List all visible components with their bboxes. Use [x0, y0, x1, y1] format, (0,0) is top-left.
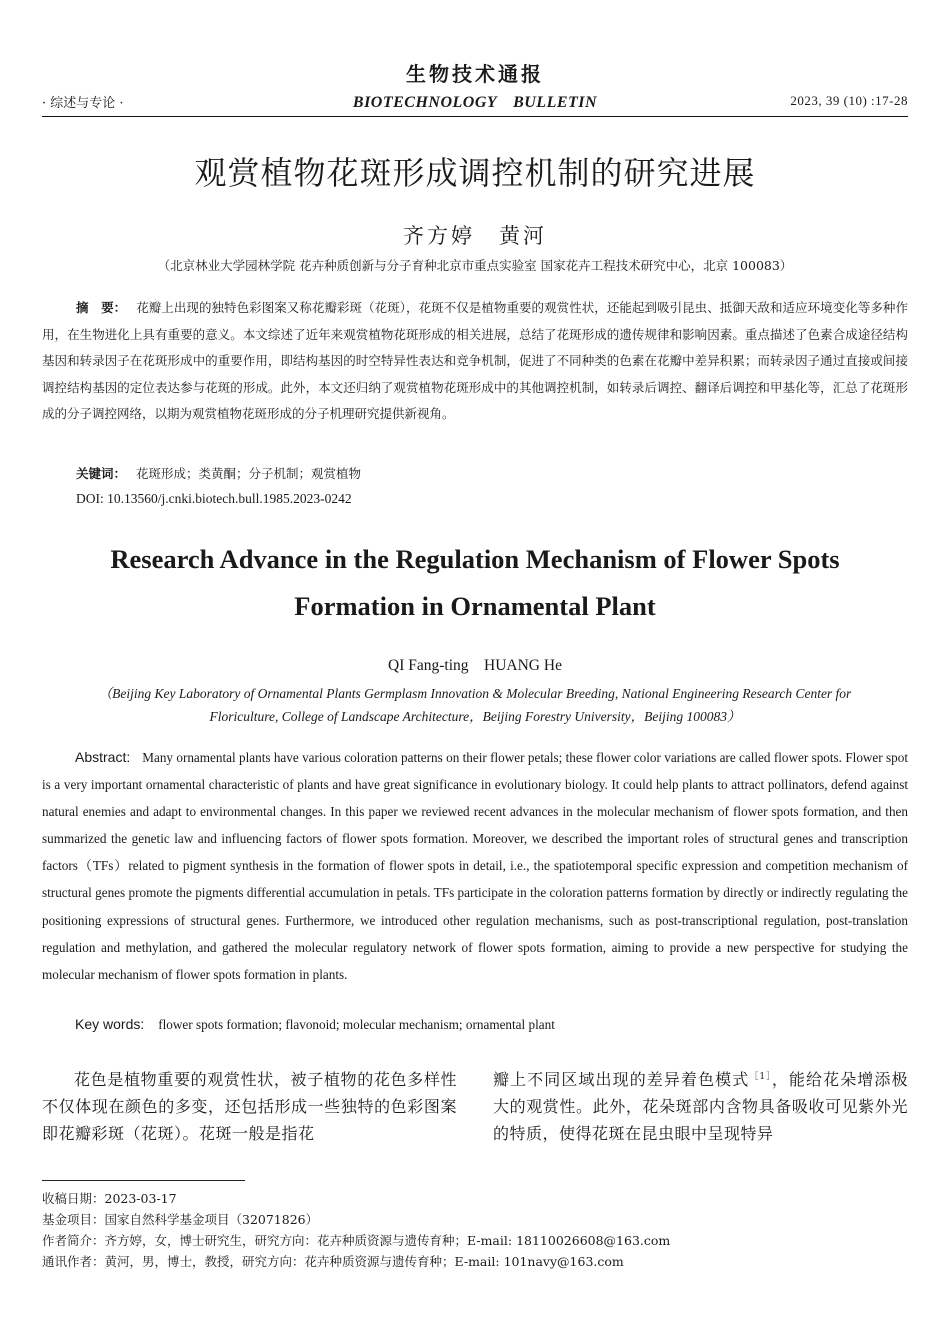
affiliation-cn: （北京林业大学园林学院 花卉种质创新与分子育种北京市重点实验室 国家花卉工程技术研究中心，北京 100083） — [157, 258, 793, 273]
body-text-col1: 花色是植物重要的观赏性状，被子植物的花色多样性不仅体现在颜色的多变，还包括形成一些独特的色彩图案即花瓣彩斑（花斑）。花斑一般是指花 — [42, 1070, 457, 1143]
abstract-cn-label: 摘 要： — [76, 301, 127, 315]
keywords-cn-text: 花斑形成；类黄酮；分子机制；观赏植物 — [136, 466, 362, 481]
affiliation-en-line1: （Beijing Key Laboratory of Ornamental Plants Germplasm Innovation & Molecular Breeding, National Engineering Research Center for — [98, 686, 852, 701]
citation-ref[interactable]: ［1］ — [749, 1072, 772, 1082]
journal-name-cn: 生物技术通报 — [406, 62, 544, 86]
abstract-cn — [42, 295, 908, 428]
footnotes — [42, 1188, 908, 1272]
body-column-right — [493, 1066, 908, 1147]
page-title-cn: 观赏植物花斑形成调控机制的研究进展 — [194, 155, 756, 191]
header-rule — [42, 116, 908, 117]
keywords-en-label: Key words: — [75, 1016, 145, 1032]
footnote-author-bio: 作者简介：齐方婷，女，博士研究生，研究方向：花卉种质资源与遗传育种；E-mail: 18110026608@163.com — [42, 1233, 671, 1248]
doi: DOI: 10.13560/j.cnki.biotech.bull.1985.2023-0242 — [76, 491, 352, 506]
footnote-rule — [42, 1180, 245, 1181]
body-text-col2b: ，能给花朵增添极大的观赏性。此外，花朵斑部内含物具备吸收可见紫外光的特质，使得花斑在昆虫眼中呈现特异 — [493, 1070, 908, 1143]
keywords-en — [75, 1016, 555, 1033]
abstract-cn-text: 花瓣上出现的独特色彩图案又称花瓣彩斑（花斑），花斑不仅是植物重要的观赏性状，还能起到吸引昆虫、抵御天敌和适应环境变化等多种作用，在生物进化上具有重要的意义。本文综述了近年来观赏植物花斑形成的相关进展，总结了花斑形成的遗传规律和影响因素。重点描述了色素合成途径结构基因和转录因子在花斑形成中的重要作用，即结构基因的时空特异性表达和竞争机制，促进了不同种类的色素在花瓣中差异积累；而转录因子通过直接或间接调控结构基因的定位表达参与花斑的形成。此外，本文还归纳了观赏植物花斑形成中的其他调控机制，如转录后调控、翻译后调控和甲基化等，汇总了花斑形成的分子调控网络，以期为观赏植物花斑形成的分子机理研究提供新视角。 — [42, 300, 908, 422]
issue-info: 2023, 39 (10) :17-28 — [790, 93, 908, 108]
affiliation-en-line2: Floriculture, College of Landscape Architecture，Beijing Forestry University，Beijing 100083） — [209, 709, 741, 724]
page-title-en-line2: Formation in Ornamental Plant — [294, 591, 656, 621]
footnote-received: 收稿日期：2023-03-17 — [42, 1191, 177, 1206]
journal-name-en: BIOTECHNOLOGY BULLETIN — [352, 94, 598, 111]
abstract-en-label: Abstract: — [75, 749, 131, 765]
authors-en: QI Fang-ting HUANG He — [388, 657, 562, 674]
keywords-cn-label: 关键词： — [76, 467, 127, 481]
abstract-en-text: Many ornamental plants have various coloration patterns on their flower petals; these flower color variations are called flower spots. Flower spot is a very important ornamental characteristic of plants and have great significance in evolutionary biology. It could help plants to attract pollinators, defend against natural enemies and adapt to environmental changes. In this paper we reviewed recent advances in the molecular mechanism of flower spots formation, and then summarized the genetic law and influencing factors of flower spots formation. Moreover, we described the important roles of structural genes and transcription factors（TFs）related to pigment synthesis in the formation of flower spots in detail, i.e., the spatiotemporal specific expression and competition mechanism of structural genes promote the pigments differential accumulation in petals. TFs participate in the coloration patterns formation by directly or indirectly regulating the positioning expressions of structural genes. Furthermore, we introduced other regulation mechanisms, such as post-transcriptional regulation, post-translation regulation and methylation, and gathered the molecular regulatory network of flower spots formation, aiming to provide a new perspective for studying the molecular mechanism of flower spots formation in plants. — [42, 750, 908, 982]
authors-cn: 齐方婷 黄河 — [403, 224, 547, 248]
footnote-corresponding: 通讯作者：黄河，男，博士，教授，研究方向：花卉种质资源与遗传育种；E-mail: 101navy@163.com — [42, 1254, 624, 1269]
abstract-en — [42, 744, 908, 988]
page-title-en-line1: Research Advance in the Regulation Mechanism of Flower Spots — [110, 544, 840, 574]
section-tag: · 综述与专论 · — [42, 96, 124, 111]
keywords-cn — [76, 464, 361, 482]
keywords-en-text: flower spots formation; flavonoid; molecular mechanism; ornamental plant — [158, 1017, 555, 1032]
footnote-funding: 基金项目：国家自然科学基金项目（32071826） — [42, 1212, 319, 1227]
body-column-left — [42, 1066, 457, 1147]
body-text-col2a: 瓣上不同区域出现的差异着色模式 — [493, 1070, 750, 1089]
